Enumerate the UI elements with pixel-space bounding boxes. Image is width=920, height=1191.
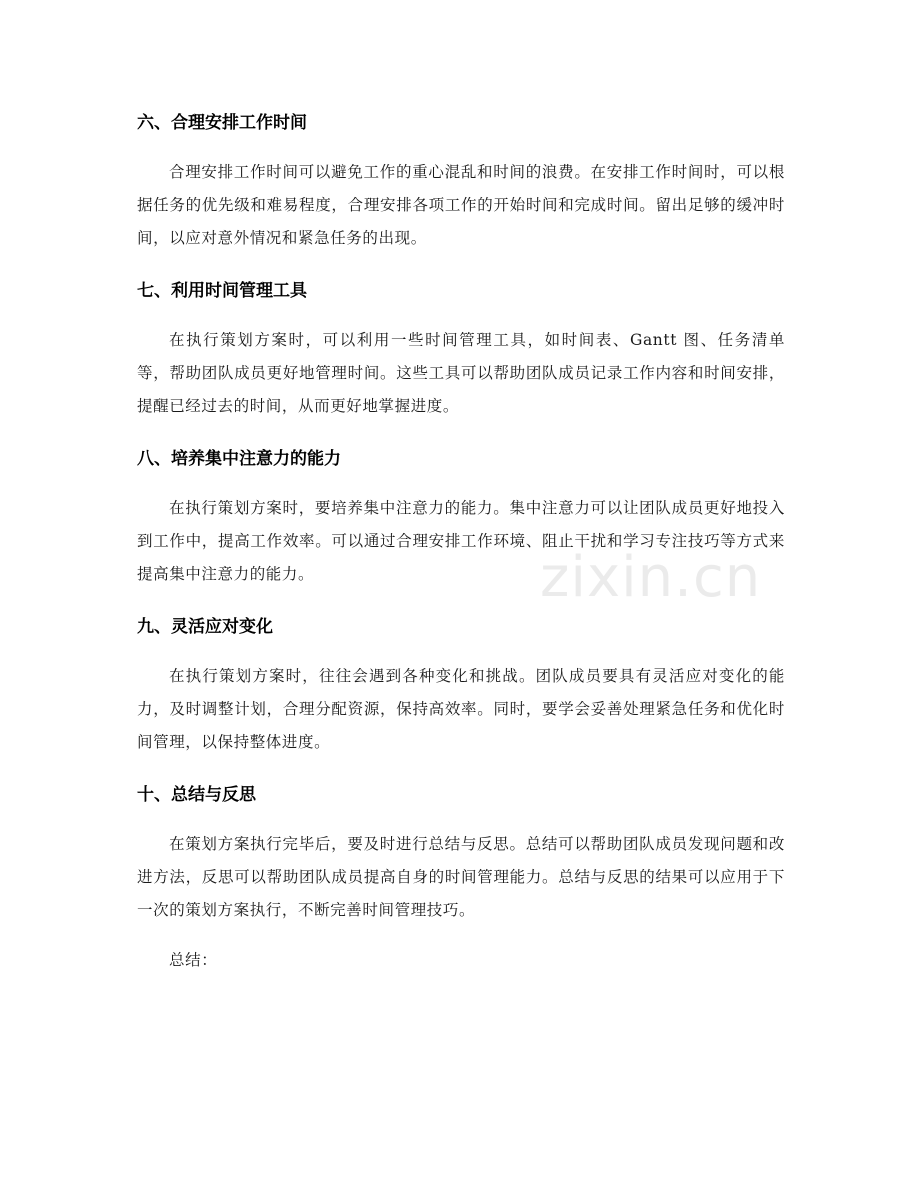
section-paragraph: 在执行策划方案时，往往会遇到各种变化和挑战。团队成员要具有灵活应对变化的能力，及时调整计划，合理分配资源，保持高效率。同时，要学会妥善处理紧急任务和优化时间管理，以保持整体进度。 [137, 667, 785, 751]
section-heading: 六、合理安排工作时间 [137, 113, 307, 133]
section-paragraph: 在执行策划方案时，要培养集中注意力的能力。集中注意力可以让团队成员更好地投入到工作中，提高工作效率。可以通过合理安排工作环境、阻止干扰和学习专注技巧等方式来提高集中注意力的能力。 [137, 499, 785, 583]
section-paragraph: 在策划方案执行完毕后，要及时进行总结与反思。总结可以帮助团队成员发现问题和改进方法，反思可以帮助团队成员提高自身的时间管理能力。总结与反思的结果可以应用于下一次的策划方案执行，不断完善时间管理技巧。 [137, 835, 785, 919]
section-paragraph: 合理安排工作时间可以避免工作的重心混乱和时间的浪费。在安排工作时间时，可以根据任务的优先级和难易程度，合理安排各项工作的开始时间和完成时间。留出足够的缓冲时间，以应对意外情况和紧急任务的出现。 [137, 163, 785, 247]
section-9 [137, 608, 785, 759]
section-10 [137, 776, 785, 927]
section-heading: 八、培养集中注意力的能力 [137, 449, 341, 469]
section-7 [137, 272, 785, 423]
document-content [137, 104, 785, 977]
summary-label: 总结： [169, 951, 218, 969]
section-8 [137, 440, 785, 591]
watermark-text: zixin.cn [540, 545, 762, 610]
section-6 [137, 104, 785, 255]
section-heading: 十、总结与反思 [137, 785, 256, 805]
section-heading: 七、利用时间管理工具 [137, 281, 307, 301]
section-heading: 九、灵活应对变化 [137, 617, 273, 637]
section-paragraph: 在执行策划方案时，可以利用一些时间管理工具，如时间表、Gantt 图、任务清单等，帮助团队成员更好地管理时间。这些工具可以帮助团队成员记录工作内容和时间安排，提醒已经过去的时间，从而更好地掌握进度。 [137, 331, 785, 415]
